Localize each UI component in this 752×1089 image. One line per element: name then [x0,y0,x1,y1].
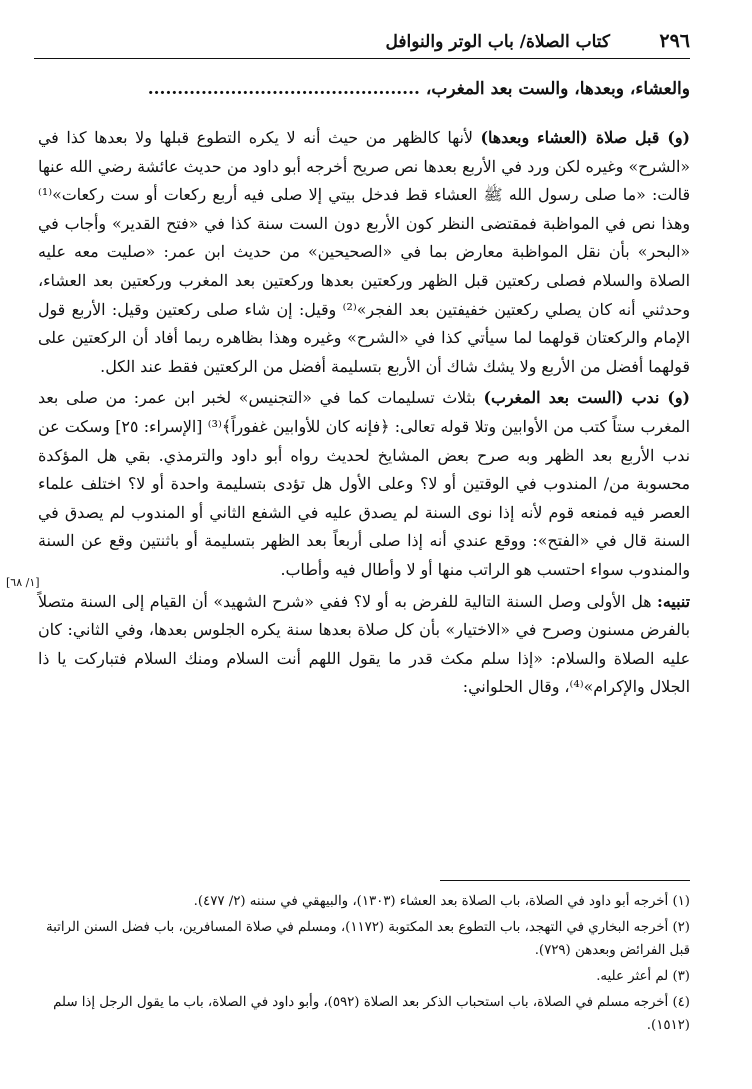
footnote-rule [440,880,690,881]
main-text [38,124,690,705]
running-title: كتاب الصلاة/ باب الوتر والنوافل [385,32,610,52]
paragraph-isha [38,124,690,381]
footnote: (١) أخرجه أبو داود في الصلاة، باب الصلاة بعد العشاء (١٣٠٣)، والبيهقي في سننه (٢/ ٤٧٧). [193,894,690,909]
paragraph-text: هل الأولى وصل السنة التالية للفرض به أو لا؟ ففي «شرح الشهيد» أن القيام إلى السنة متصلاً بالفرض مسنون وصرح في «الاختيار» بأن كل صلاة بعدها سنة يكره الجلوس بعدها، وفي الثاني: كان عليه الصلاة والسلام: «إذا سلم مكث قدر ما يقول اللهم أنت السلام ومنك السلام فتباركت يا ذا الجلال والإكرام»⁽⁴⁾، وقال الحلواني: [38,591,690,697]
footnote: (٣) لم أعثر عليه. [596,969,690,984]
paragraph-note [38,588,690,702]
paragraph-lead: تنبيه: [657,591,690,611]
paragraph-lead: (و) قبل صلاة (العشاء وبعدها) [480,128,690,147]
footnotes [38,890,690,1040]
paragraph-maghrib [38,384,690,584]
margin-folio-note: [١/ ٦٨] [6,576,40,589]
paragraph-lead: (و) ندب (الست بعد المغرب) [483,388,690,408]
paragraph-text: لأنها كالظهر من حيث أنه لا يكره التطوع قبلها ولا بعدها كذا في «الشرح» وغيره لكن ورد في الأربع بعدها نص صريح أخرجه أبو داود من حديث عائشة رضي الله عنها قالت: «ما صلى رسول الله ﷺ العشاء قط فدخل بيتي إلا صلى فيه أربع ركعات أو ست ركعات»⁽¹⁾ وهذا نص في المواظبة فمقتضى النظر كون الأربع دون الست سنة كذا في «فتح القدير» وأجاب في «البحر» بأن نقل المواظبة معارض بما في «الصحيحين» من حديث ابن عمر: «صليت معه عليه الصلاة والسلام فصلى ركعتين قبل الظهر وركعتين بعدها وركعتين بعد المغرب وركعتين بعد العشاء، وحدثني أنه كان يصلي ركعتين خفيفتين بعد الفجر»⁽²⁾ وقيل: إن شاء صلى ركعتين وقيل: الأربع قول الإمام والركعتان قولهما لما سيأتي كذا في «الشرح» وغيره وهذا بظاهره ربما أفاد أن الركعتين على قولهما أفضل من الأربع ولا يشك شاك أن الأربع بتسليمة أفضل من الركعتين فقط عند الكل. [38,128,690,376]
page-header [28,28,690,62]
footnote: (٤) أخرجه مسلم في الصلاة، باب استحباب الذكر بعد الصلاة (٥٩٢)، وأبو داود في الصلاة، باب ما يقول الرجل إذا سلم (١٥١٢). [53,995,690,1033]
footnote: (٢) أخرجه البخاري في التهجد، باب التطوع بعد المكتوبة (١١٧٢)، ومسلم في صلاة المسافرين، باب فضل السنن الراتبة قبل الفرائض وبعدهن (٧٢٩). [45,920,690,958]
paragraph-text: بثلاث تسليمات كما في «التجنيس» لخبر ابن عمر: من صلى بعد المغرب ستاً كتب من الأوابين وتلا قوله تعالى: ﴿فإنه كان للأوابين غفوراً﴾⁽³⁾ [الإسراء: ٢٥] وسكت عن ندب الأربع بعد الظهر وبه صرح بعض المشايخ لحديث رواه أبو داود والترمذي. بقي هل المؤكدة محسوبة من/ المندوب في الوقتين أو لا؟ وعلى الأول هل تؤدى بتسليمة واحدة أو لا؟ اختلف علماء العصر فيه فمنعه قوم لأنه إذا نوى السنة لم يصدق عليه في الشفع الثاني أو المندوب لم يصدق في السنة قال في «الفتح»: ووقع عندي أنه إذا صلى أربعاً بعد الظهر بتسليمة أو باثنتين وقع عن السنة والمندوب سواء احتسب هو الراتب منها أو لا وأطال فيه وأطاب. [38,388,690,579]
page-number: ٢٩٦ [659,30,690,52]
section-subheading: والعشاء، وبعدها، والست بعد المغرب، .............................................. [147,79,690,99]
header-rule [34,58,690,59]
